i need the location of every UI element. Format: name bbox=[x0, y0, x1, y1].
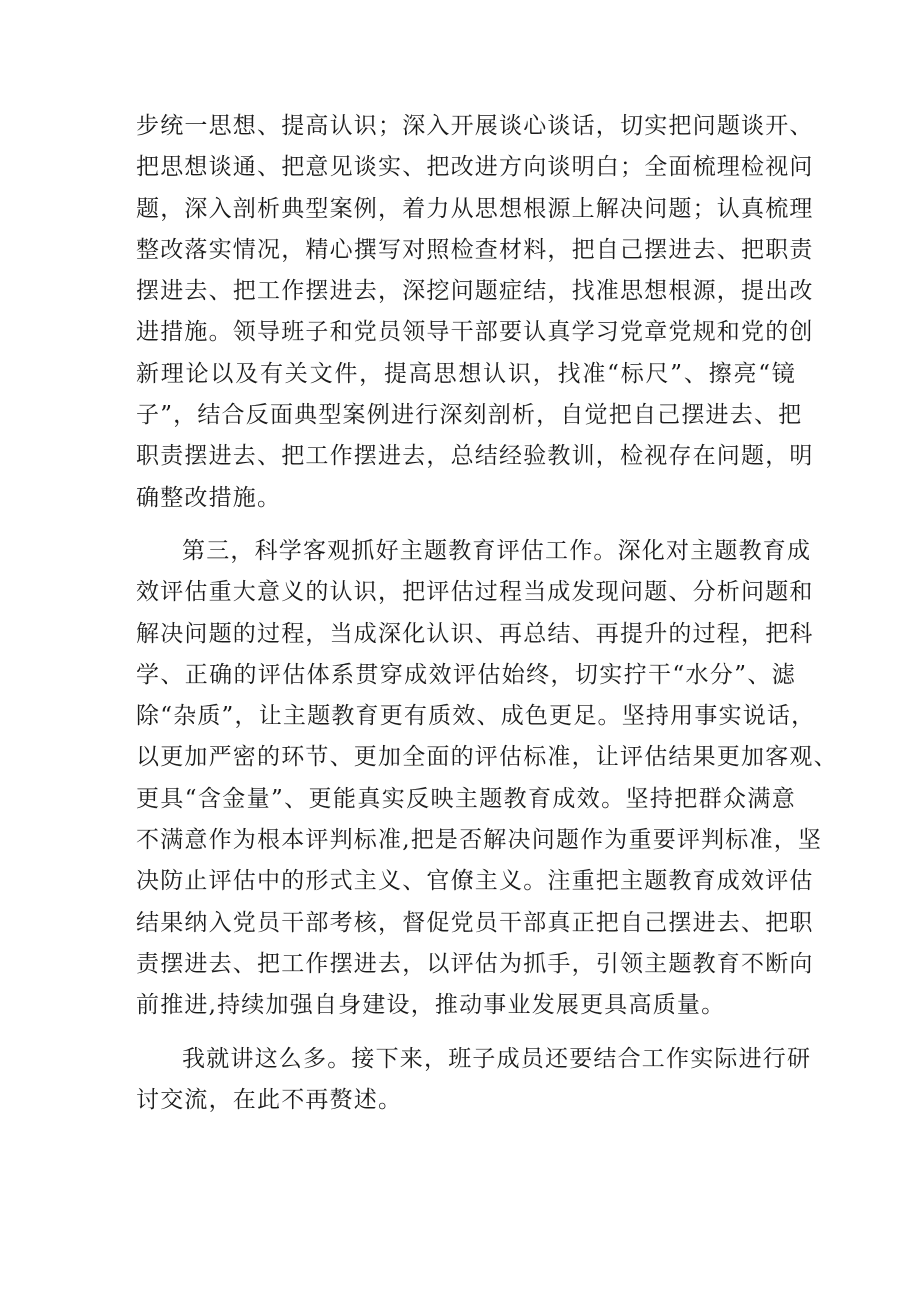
text-line: 结果纳入党员干部考核，督促党员干部真正把自己摆进去、把职 bbox=[136, 909, 814, 936]
text-line: 责摆进去、把工作摆进去，以评估为抓手，引领主题教育不断向 bbox=[136, 950, 814, 977]
text-line: 步统一思想、提高认识；深入开展谈心谈话，切实把问题谈开、 bbox=[136, 113, 814, 139]
text-line: 职责摆进去、把工作摆进去，总结经验教训，检视存在问题，明 bbox=[136, 443, 814, 470]
text-line: 除“杂质”，让主题教育更有质效、成色更足。坚持用事实说话， bbox=[136, 703, 816, 730]
text-line: 把思想谈通、把意见谈实、把改进方向谈明白；全面梳理检视问 bbox=[136, 154, 814, 181]
text-line: 第三，科学客观抓好主题教育评估工作。深化对主题教育成 bbox=[182, 537, 812, 564]
text-line: 子”，结合反面典型案例进行深刻剖析，自觉把自己摆进去、把 bbox=[136, 402, 803, 429]
text-line: 整改落实情况，精心撰写对照检查材料，把自己摆进去、把职责 bbox=[136, 236, 814, 263]
text-line: 更具“含金量”、更能真实反映主题教育成效。坚持把群众满意 bbox=[136, 785, 796, 812]
text-line: 以更加严密的环节、更加全面的评估标准，让评估结果更加客观、 bbox=[136, 744, 838, 771]
text-line: 效评估重大意义的认识，把评估过程当成发现问题、分析问题和 bbox=[136, 579, 814, 606]
text-line: 前推进,持续加强自身建设，推动事业发展更具高质量。 bbox=[136, 992, 726, 1019]
text-line: 决防止评估中的形式主义、官僚主义。注重把主题教育成效评估 bbox=[136, 868, 814, 895]
text-line: 学、正确的评估体系贯穿成效评估始终，切实拧干“水分”、滤 bbox=[136, 661, 796, 688]
paragraph-1 bbox=[136, 106, 814, 519]
text-line: 解决问题的过程，当成深化认识、再总结、再提升的过程，把科 bbox=[136, 620, 814, 647]
text-line: 进措施。领导班子和党员领导干部要认真学习党章党规和党的创 bbox=[136, 319, 814, 346]
text-line: 我就讲这么多。接下来，班子成员还要结合工作实际进行研 bbox=[182, 1045, 812, 1072]
text-line: 确整改措施。 bbox=[136, 484, 282, 511]
text-line: 不满意作为根本评判标准,把是否解决问题作为重要评判标准，坚 bbox=[136, 827, 823, 854]
text-line: 讨交流，在此不再赘述。 bbox=[136, 1086, 403, 1113]
paragraph-2 bbox=[136, 531, 838, 1027]
text-line: 新理论以及有关文件，提高思想认识，找准“标尺”、擦亮“镜 bbox=[136, 360, 796, 387]
document-body bbox=[136, 106, 838, 1121]
paragraph-3 bbox=[136, 1039, 812, 1122]
text-line: 题，深入剖析典型案例，着力从思想根源上解决问题；认真梳理 bbox=[136, 195, 814, 222]
text-line: 摆进去、把工作摆进去，深挖问题症结，找准思想根源，提出改 bbox=[136, 278, 814, 305]
